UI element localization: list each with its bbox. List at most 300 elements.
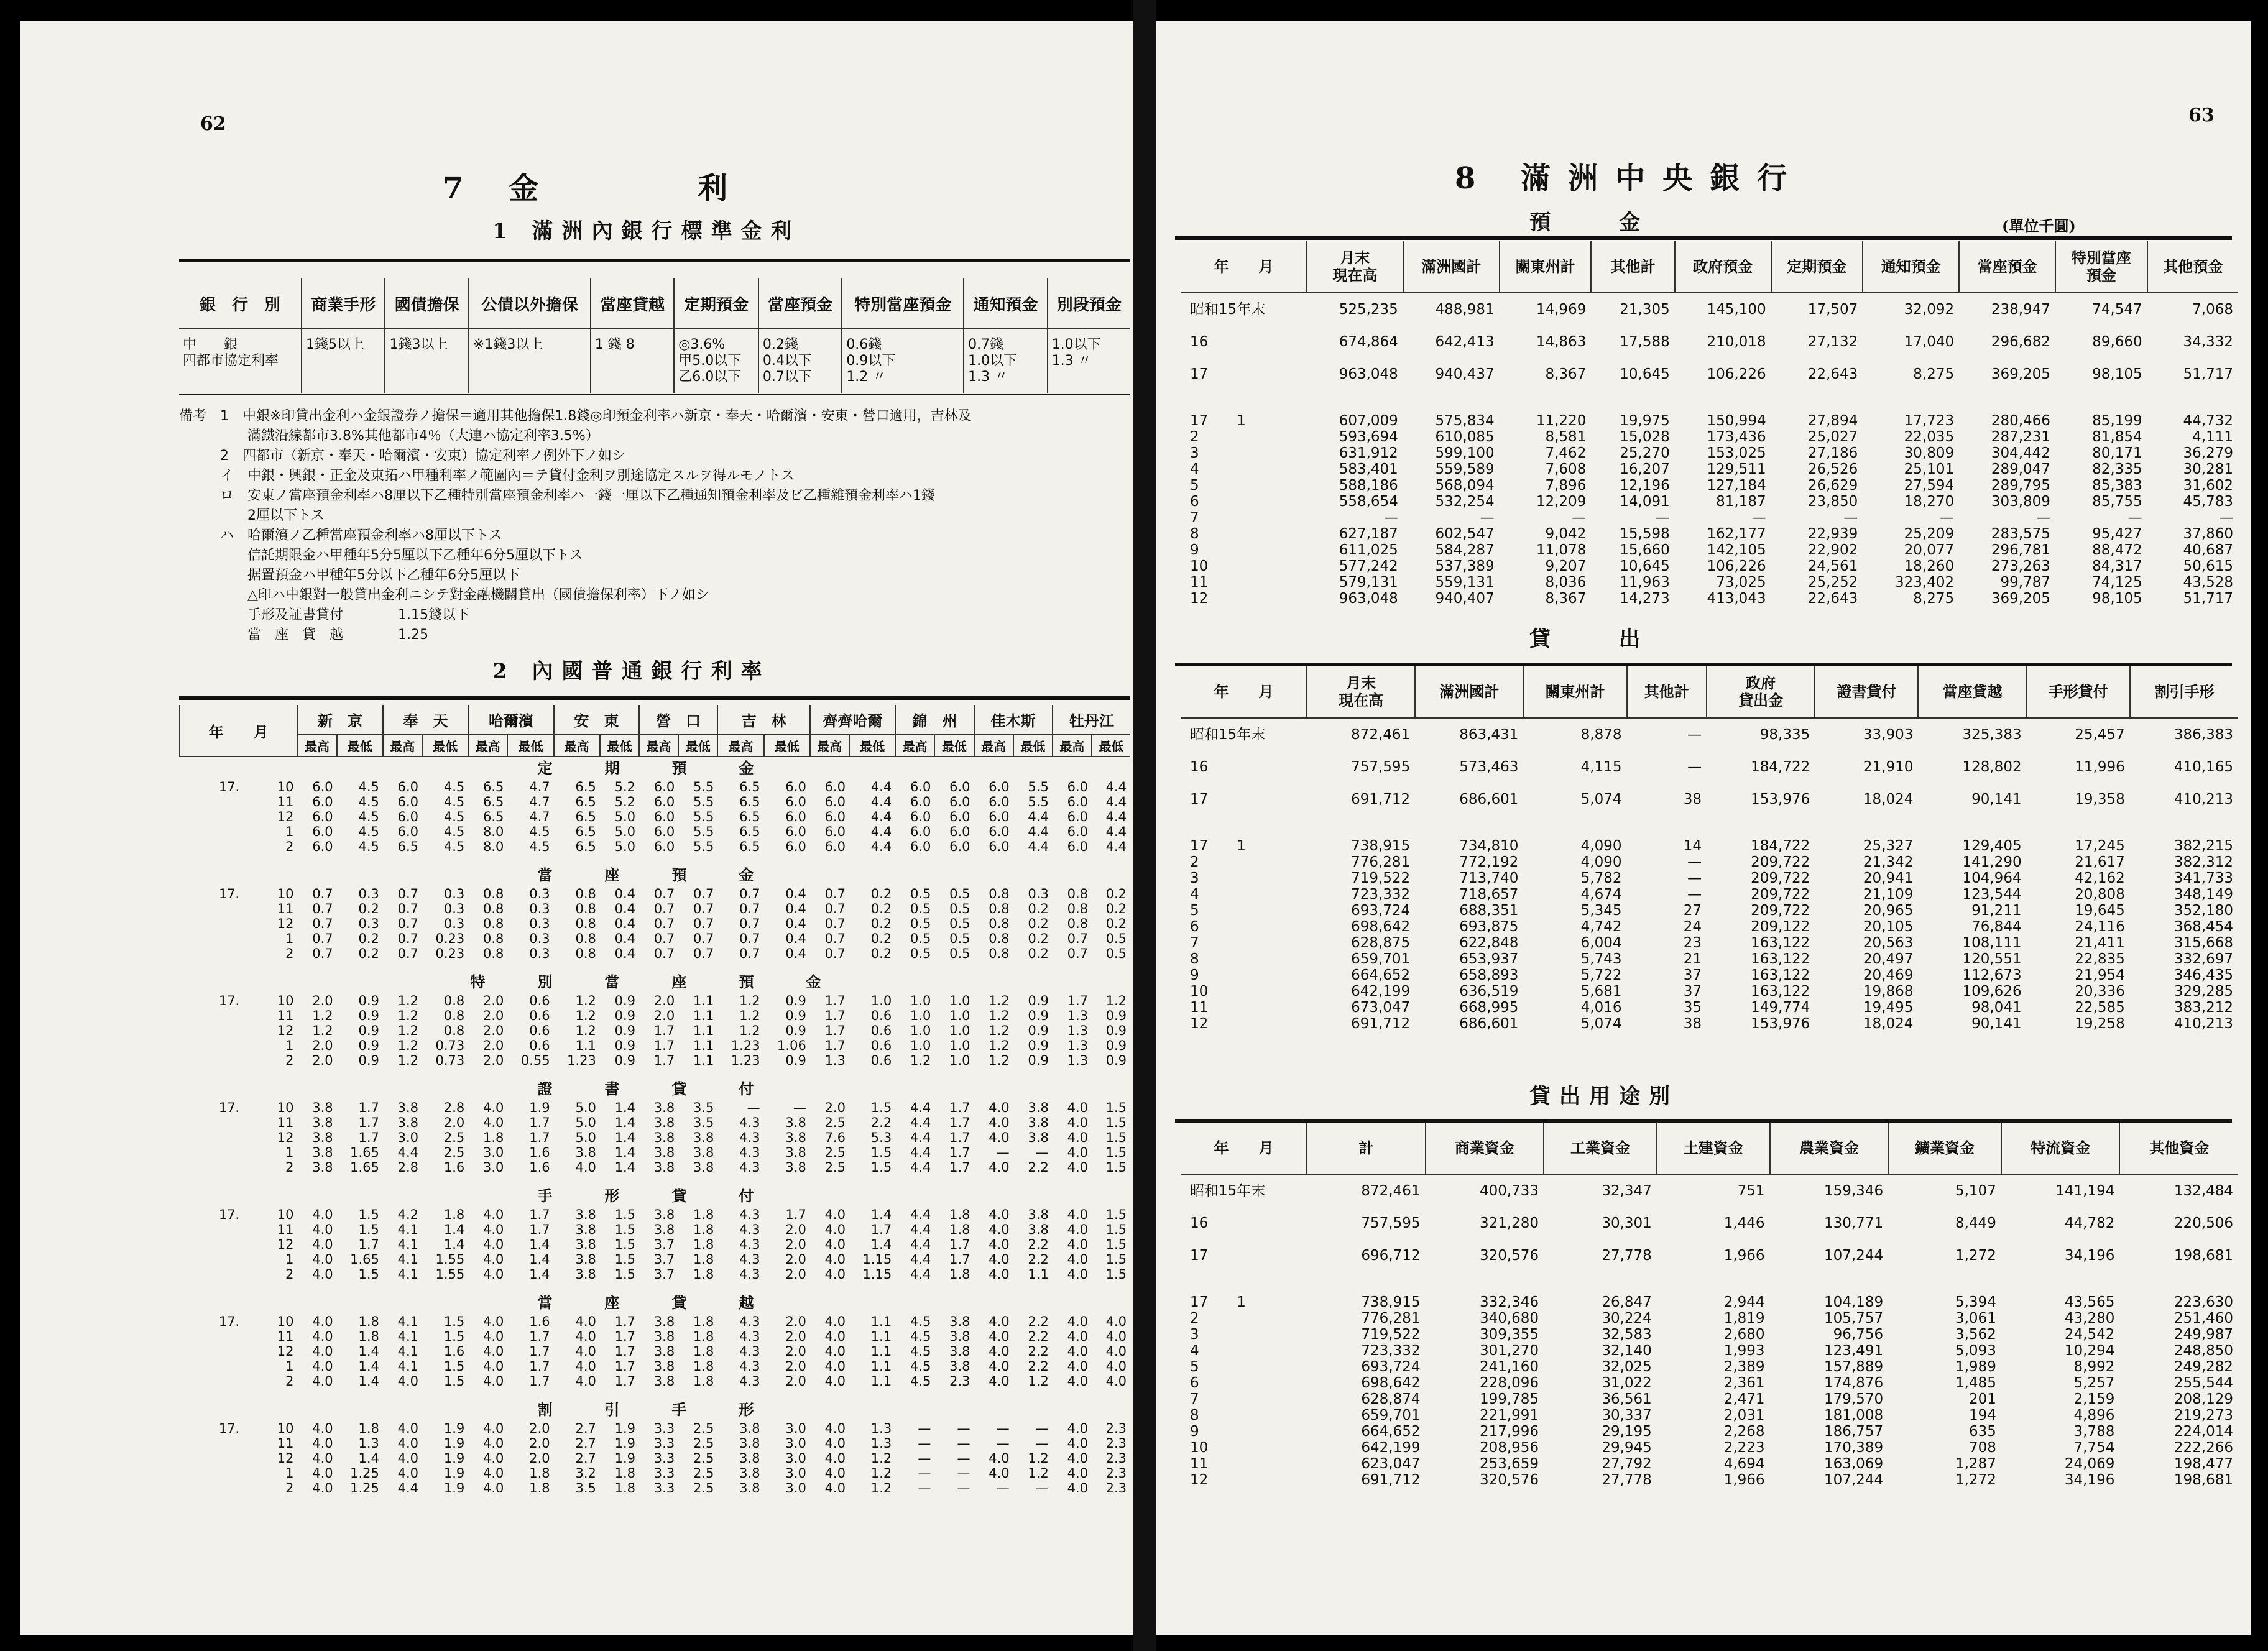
rate-cell: 1.7 (653, 1023, 675, 1038)
table-row (1181, 1000, 2238, 1016)
table-row (1181, 477, 2238, 494)
rate-cell: 4.0 (312, 1237, 333, 1252)
note-line: 据置預金ハ甲種年5分以下乙種年6分5厘以下 (179, 568, 520, 583)
rate-cell: 0.4 (614, 901, 636, 916)
rate-cell: 0.7 (739, 886, 760, 901)
value-cell: 123,544 (1962, 886, 2022, 903)
rate-cell: 6.0 (653, 824, 675, 839)
rate-cell: 1.7 (358, 1237, 379, 1252)
value-cell: 128,802 (1962, 759, 2022, 775)
rate-cell: 1.6 (529, 1314, 550, 1329)
row-label (179, 329, 302, 393)
rate-cell: 1.7 (529, 1130, 550, 1145)
rate-cell: 1.2 (989, 1053, 1010, 1068)
rate-cell: 4.0 (1067, 1100, 1088, 1115)
book-gutter (1133, 0, 1156, 1651)
column-header: 年 月 (1181, 666, 1307, 718)
rate-cell: 0.7 (739, 901, 760, 916)
rate-cell: 4.4 (1105, 780, 1127, 794)
table-row (1181, 1391, 2238, 1407)
rate-cell: 0.7 (653, 946, 675, 961)
rate-cell: 0.8 (989, 946, 1010, 961)
value-cell: 7,068 (2192, 301, 2233, 318)
value-cell: 20,336 (2075, 983, 2125, 1000)
rate-cell: 2.0 (529, 1436, 550, 1451)
value-cell: 29,945 (1602, 1440, 1652, 1456)
rate-cell: 4.5 (910, 1329, 931, 1344)
value-cell: 940,407 (1435, 591, 1495, 607)
year-cell: 17. (218, 1314, 240, 1329)
period-cell: 3 (1190, 445, 1199, 461)
rate-cell: 1.4 (443, 1237, 465, 1252)
rate-cell: 1.7 (529, 1374, 550, 1389)
value-cell: 81,854 (2092, 429, 2142, 445)
rate-cell: 4.0 (1067, 1421, 1088, 1436)
value-cell: 19,868 (1863, 983, 1914, 1000)
rate-cell: 3.8 (693, 1160, 714, 1175)
month-cell: 11 (277, 794, 294, 809)
rate-cell: 1.23 (731, 1053, 760, 1068)
value-cell: 7,754 (2073, 1440, 2115, 1456)
year-cell (180, 1481, 243, 1496)
rate-cell: 4.0 (483, 1267, 504, 1282)
rate-cell: 4.5 (358, 824, 379, 839)
column-header: 定期預金 (1771, 241, 1863, 293)
rate-cell: 3.2 (575, 1466, 596, 1481)
value-cell: 5,074 (1580, 791, 1622, 807)
value-cell: 410,213 (2174, 1016, 2233, 1032)
value-cell: 76,844 (1971, 919, 2022, 935)
rate-cell: 4.5 (358, 839, 379, 854)
rate-cell: 0.6 (529, 993, 550, 1008)
value-cell: 11,963 (1620, 574, 1670, 591)
value-cell: 696,712 (1361, 1248, 1421, 1264)
period-cell: 17 (1190, 366, 1209, 382)
value-cell: 184,722 (1751, 759, 1810, 775)
value-cell: 25,457 (2075, 727, 2125, 743)
rate-cell: 6.5 (739, 809, 760, 824)
rate-cell: 1.2 (989, 1008, 1010, 1023)
value-cell: 31,022 (1602, 1375, 1652, 1391)
rate-cell: 1.7 (949, 1252, 970, 1267)
value-cell: 201 (1968, 1391, 1996, 1407)
rate-cell: 1.9 (614, 1451, 636, 1466)
rate-cell: 2.2 (1028, 1252, 1049, 1267)
value-cell: 30,337 (1602, 1407, 1652, 1423)
rate-cell: 1.9 (614, 1421, 636, 1436)
value-cell: 22,643 (1807, 591, 1858, 607)
city-header: 齊齊哈爾 (810, 705, 895, 734)
value-cell: 20,941 (1863, 870, 1914, 886)
rate-cell: 6.0 (653, 809, 675, 824)
rate-cell: 0.5 (949, 946, 970, 961)
rate-cell: 4.0 (1105, 1374, 1127, 1389)
column-header: 年 月 (180, 705, 297, 757)
rate-cell: 1.6 (443, 1344, 465, 1359)
rate-cell: 2.0 (785, 1344, 806, 1359)
rate-cell: 3.3 (653, 1466, 675, 1481)
value-cell: 37 (1683, 967, 1702, 983)
column-header: 手形貸付 (2027, 666, 2130, 718)
value-cell: — (1655, 510, 1670, 526)
table-row (180, 1053, 1130, 1068)
rate-cell: 4.3 (739, 1207, 760, 1222)
value-cell: 21,910 (1863, 759, 1914, 775)
column-header: 特別當座預金 (842, 278, 964, 329)
rate-cell: 0.2 (1028, 946, 1049, 961)
rate-cell: 6.0 (949, 794, 970, 809)
rate-cell: 1.1 (870, 1374, 892, 1389)
value-cell: 776,281 (1361, 1310, 1421, 1327)
value-cell: 734,810 (1459, 838, 1519, 854)
rate-cell: 3.7 (653, 1237, 675, 1252)
column-header: 年 月 (1181, 1123, 1307, 1174)
value-cell: 21,342 (1863, 854, 1914, 870)
value-cell: 95,427 (2092, 526, 2142, 542)
rate-cell: 4.4 (910, 1130, 931, 1145)
rate-cell: 4.0 (312, 1207, 333, 1222)
rate-cell: 0.5 (949, 916, 970, 931)
value-cell: 25,270 (1620, 445, 1670, 461)
rate-cell: 3.8 (653, 1344, 675, 1359)
rate-cell: 1.7 (529, 1115, 550, 1130)
table-row (180, 1038, 1130, 1053)
value-cell: 129,511 (1707, 461, 1766, 477)
table-row (180, 1023, 1130, 1038)
rate-cell: 2.3 (1105, 1481, 1127, 1496)
table-row (180, 1481, 1130, 1496)
rate-cell: 1.9 (443, 1481, 465, 1496)
rate-cell: 1.5 (443, 1374, 465, 1389)
rate-cell: 0.4 (785, 886, 806, 901)
rate-cell: 1.7 (949, 1130, 970, 1145)
period-cell: 16 (1190, 334, 1209, 350)
table-row (180, 1100, 1130, 1115)
value-cell: 194 (1968, 1407, 1996, 1423)
rate-cell: 6.0 (397, 794, 419, 809)
value-cell: 304,442 (1991, 445, 2050, 461)
column-header: 別段預金 (1048, 278, 1130, 329)
rate-cell: 0.2 (1105, 886, 1127, 901)
period-cell: 9 (1190, 542, 1199, 558)
period-cell: 17 1 (1190, 413, 1246, 429)
rate-cell: — (918, 1451, 931, 1466)
rate-cell: 4.0 (483, 1314, 504, 1329)
rate-cell: 0.6 (529, 1038, 550, 1053)
rate-cell: 1.2 (575, 993, 596, 1008)
rate-cell: 1.5 (1105, 1237, 1127, 1252)
rate-cell: 0.3 (529, 901, 550, 916)
rate-cell: 4.0 (989, 1314, 1010, 1329)
year-cell: 17. (218, 993, 240, 1008)
value-cell: 698,642 (1361, 1375, 1421, 1391)
rate-cell: 1.7 (529, 1222, 550, 1237)
rate-cell: 3.8 (785, 1130, 806, 1145)
year-cell (180, 1115, 243, 1130)
rate-cell: 4.4 (910, 1267, 931, 1282)
rate-cell: 1.8 (693, 1237, 714, 1252)
month-cell: 12 (277, 1344, 294, 1359)
rate-cell: 0.3 (529, 916, 550, 931)
rate-cell: 0.8 (989, 916, 1010, 931)
table-row (1181, 526, 2238, 542)
table-row (1181, 1294, 2238, 1310)
period-cell: 8 (1190, 1407, 1199, 1423)
table-row (1181, 1239, 2238, 1272)
column-header: 商業手形 (302, 278, 385, 329)
table-row (1181, 445, 2238, 461)
value-cell: 9,207 (1545, 558, 1587, 574)
month-cell: 12 (277, 1237, 294, 1252)
year-cell (180, 794, 243, 809)
value-cell: 249,282 (2174, 1359, 2233, 1375)
rate-cell: 0.7 (397, 931, 419, 946)
rate-cell: 1.2 (397, 1038, 419, 1053)
value-cell: 248,850 (2174, 1343, 2233, 1359)
rate-cell: 3.8 (693, 1130, 714, 1145)
high-low-header: 最低 (934, 734, 974, 757)
rate-cell: 1.8 (443, 1207, 465, 1222)
value-cell: 382,215 (2174, 838, 2233, 854)
rate-cell: 3.8 (739, 1481, 760, 1496)
period-cell: 6 (1190, 919, 1199, 935)
section-title: 貸出用途別 (1529, 1084, 1679, 1109)
value-cell: 296,682 (1991, 334, 2050, 350)
value-cell: 8,581 (1545, 429, 1587, 445)
rate-cell: 5.5 (693, 809, 714, 824)
period-cell: 昭和15年末 (1190, 727, 1266, 743)
rate-cell: 4.0 (483, 1421, 504, 1436)
table-row (1181, 358, 2238, 390)
year-cell (180, 1344, 243, 1359)
rate-cell: 1.65 (350, 1252, 379, 1267)
value-cell: 153,025 (1707, 445, 1766, 461)
year-cell (180, 1436, 243, 1451)
rate-cell: 4.2 (397, 1207, 419, 1222)
rate-cell: 0.2 (870, 931, 892, 946)
rate-cell: 3.8 (1028, 1100, 1049, 1115)
rate-cell: 2.2 (1028, 1314, 1049, 1329)
rate-cell: 1.2 (910, 1053, 931, 1068)
table-row (180, 1222, 1130, 1237)
table-row (180, 1130, 1130, 1145)
year-cell (180, 1008, 243, 1023)
rate-cell: 1.7 (614, 1374, 636, 1389)
rate-cell: 1.4 (358, 1374, 379, 1389)
rate-cell: 0.9 (1105, 1053, 1127, 1068)
rate-cell: 2.0 (653, 1008, 675, 1023)
rate-cell: 4.3 (739, 1374, 760, 1389)
table-cell: ◎3.6% 甲5.0以下 乙6.0以下 (674, 329, 758, 393)
rate-cell: 0.6 (529, 1008, 550, 1023)
value-cell: 19,495 (1863, 1000, 1914, 1016)
table-row (1181, 1343, 2238, 1359)
note-line: ハ 哈爾濱ノ乙種當座預金利率ハ8厘以下トス (179, 528, 502, 543)
rate-cell: 0.9 (1105, 1023, 1127, 1038)
rate-cell: 4.0 (1067, 1481, 1088, 1496)
year-cell (180, 1267, 243, 1282)
rate-cell: 0.9 (1028, 1023, 1049, 1038)
rate-cell: 1.3 (1067, 1053, 1088, 1068)
month-cell: 2 (285, 1267, 294, 1282)
value-cell: 1,989 (1955, 1359, 1996, 1375)
period-cell: 9 (1190, 967, 1199, 983)
rate-cell: 1.8 (693, 1314, 714, 1329)
rate-cell: 0.8 (483, 931, 504, 946)
value-cell: 25,209 (1904, 526, 1955, 542)
month-cell: 1 (285, 824, 294, 839)
month-cell: 2 (285, 946, 294, 961)
rate-cell: 0.3 (529, 886, 550, 901)
rate-cell: 0.7 (312, 886, 333, 901)
rate-cell: 4.3 (739, 1267, 760, 1282)
value-cell: 673,047 (1351, 1000, 1411, 1016)
value-cell: 718,657 (1459, 886, 1519, 903)
value-cell: 628,874 (1361, 1391, 1421, 1407)
rate-cell: 8.0 (483, 839, 504, 854)
period-cell: 7 (1190, 510, 1199, 526)
rate-cell: 0.9 (785, 1053, 806, 1068)
rate-cell: 4.0 (1105, 1359, 1127, 1374)
value-cell: 27,778 (1602, 1472, 1652, 1488)
city-header: 錦 州 (895, 705, 974, 734)
month-cell: 12 (277, 916, 294, 931)
rate-cell: 1.15 (862, 1252, 892, 1267)
table-row (1181, 1375, 2238, 1391)
rate-cell: 0.9 (1028, 1038, 1049, 1053)
rate-cell: 4.0 (824, 1314, 846, 1329)
column-header: 當座預金 (758, 278, 842, 329)
month-cell: 1 (285, 1145, 294, 1160)
rate-cell: 1.7 (949, 1237, 970, 1252)
rate-cell: 4.4 (1105, 794, 1127, 809)
rate-cell: 4.0 (1067, 1329, 1088, 1344)
year-cell (180, 824, 243, 839)
rate-cell: 4.5 (529, 839, 550, 854)
value-cell: 659,701 (1351, 951, 1411, 967)
column-header: 月末 現在高 (1307, 666, 1415, 718)
rate-cell: 0.2 (1028, 931, 1049, 946)
rate-cell: 1.5 (358, 1222, 379, 1237)
rate-cell: 4.3 (739, 1329, 760, 1344)
rate-cell: 4.5 (910, 1314, 931, 1329)
value-cell: — (1940, 510, 1955, 526)
table-row (1181, 574, 2238, 591)
value-cell: 688,351 (1459, 903, 1519, 919)
value-cell: 22,902 (1807, 542, 1858, 558)
month-cell: 10 (277, 1207, 294, 1222)
rate-cell: 3.8 (397, 1100, 419, 1115)
rate-cell: 6.0 (989, 780, 1010, 794)
value-cell: 209,722 (1751, 854, 1810, 870)
value-cell: 51,717 (2183, 591, 2233, 607)
value-cell: 29,195 (1602, 1423, 1652, 1440)
column-header: 計 (1307, 1123, 1426, 1174)
value-cell: 20,965 (1863, 903, 1914, 919)
rate-cell: 1.0 (910, 1008, 931, 1023)
table-row (180, 1145, 1130, 1160)
column-header: 關東州計 (1500, 241, 1592, 293)
rate-cell: 4.7 (529, 794, 550, 809)
value-cell: 537,389 (1435, 558, 1495, 574)
rate-cell: 4.4 (870, 794, 892, 809)
rate-cell: 4.4 (870, 839, 892, 854)
value-cell: 17,245 (2075, 838, 2125, 854)
rate-cell: 3.8 (785, 1115, 806, 1130)
rate-cell: 4.7 (529, 809, 550, 824)
month-cell: 12 (277, 809, 294, 824)
rate-cell: 4.0 (483, 1436, 504, 1451)
rate-cell: 0.7 (739, 931, 760, 946)
note-line: 2 四都市（新京・奉天・哈爾濱・安東）協定利率ノ例外下ノ如シ (179, 448, 625, 464)
rate-cell: 3.8 (1028, 1222, 1049, 1237)
value-cell: 149,774 (1751, 1000, 1810, 1016)
rate-cell: 5.5 (693, 839, 714, 854)
value-cell: 249,987 (2174, 1327, 2233, 1343)
column-header: 商業資金 (1426, 1123, 1544, 1174)
value-cell: 622,848 (1459, 935, 1519, 951)
value-cell: 224,014 (2174, 1423, 2233, 1440)
value-cell: 130,771 (1823, 1215, 1884, 1231)
note-line: 手形及証書貸付 1.15錢以下 (179, 607, 469, 623)
rate-cell: 0.5 (1105, 931, 1127, 946)
period-cell: 11 (1190, 574, 1209, 591)
rate-cell: 4.5 (910, 1344, 931, 1359)
rate-cell: 4.4 (910, 1222, 931, 1237)
rate-cell: 2.0 (785, 1252, 806, 1267)
table-row (180, 1207, 1130, 1222)
rate-cell: 0.3 (443, 886, 465, 901)
value-cell: 623,047 (1361, 1456, 1421, 1472)
rate-section-title: 割 引 手 形 (537, 1401, 773, 1419)
value-cell: 24,542 (2064, 1327, 2115, 1343)
rate-cell: 0.9 (358, 1053, 379, 1068)
value-cell: 184,722 (1751, 838, 1810, 854)
rate-cell: 1.7 (614, 1329, 636, 1344)
table-row (1181, 1310, 2238, 1327)
value-cell: 17,588 (1620, 334, 1670, 350)
value-cell: 21,617 (2075, 854, 2125, 870)
rate-cell: 1.0 (949, 993, 970, 1008)
rate-cell: 0.23 (435, 946, 465, 961)
value-cell: 27,792 (1602, 1456, 1652, 1472)
year-cell (180, 901, 243, 916)
rate-cell: 4.4 (910, 1237, 931, 1252)
rate-cell: 1.4 (614, 1115, 636, 1130)
value-cell: 369,205 (1991, 366, 2050, 382)
rate-cell: 4.0 (824, 1344, 846, 1359)
rate-cell: — (1035, 1481, 1049, 1496)
rate-cell: 3.8 (949, 1329, 970, 1344)
value-cell: 1,993 (1723, 1343, 1765, 1359)
rate-cell: 3.8 (653, 1314, 675, 1329)
table-row (1181, 838, 2238, 854)
value-cell: 653,937 (1459, 951, 1519, 967)
rate-cell: 0.4 (785, 946, 806, 961)
table-row (180, 946, 1130, 961)
rate-cell: 2.0 (483, 1023, 504, 1038)
rate-cell: 1.8 (529, 1481, 550, 1496)
year-cell (180, 1160, 243, 1175)
rate-cell: 1.55 (435, 1252, 465, 1267)
high-low-header: 最低 (1092, 734, 1130, 757)
rate-cell: 6.0 (1067, 780, 1088, 794)
value-cell: 74,547 (2092, 301, 2142, 318)
rate-cell: 1.1 (693, 1038, 714, 1053)
rate-cell: 6.0 (1067, 809, 1088, 824)
rate-cell: 1.5 (1105, 1160, 1127, 1175)
value-cell: 145,100 (1707, 301, 1766, 318)
